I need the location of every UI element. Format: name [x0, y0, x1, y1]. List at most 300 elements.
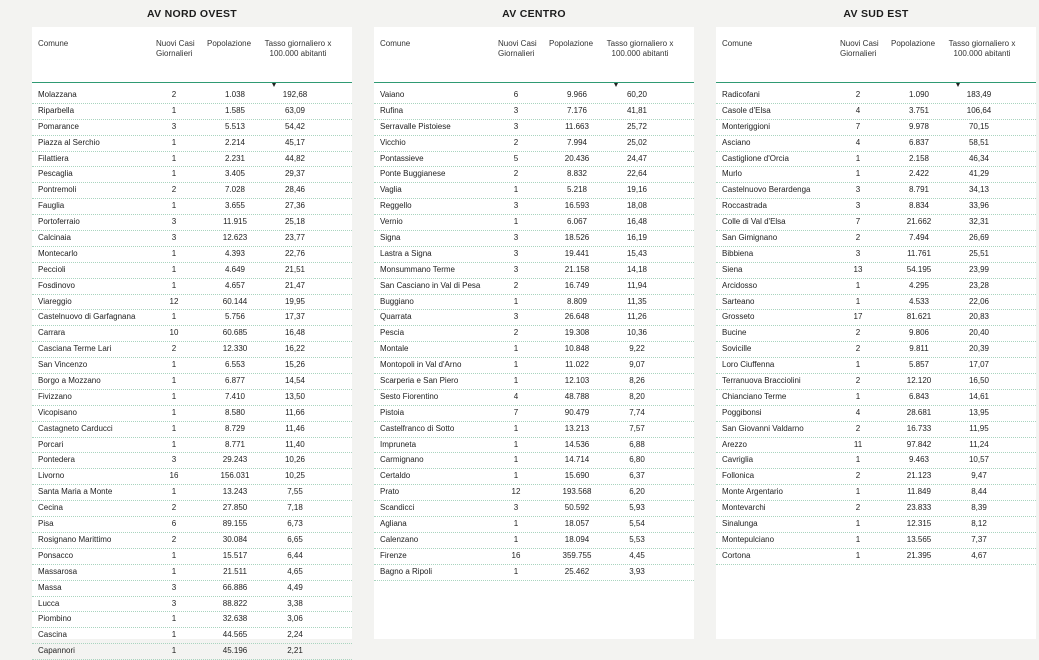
table-row — [32, 263, 352, 279]
cell-comune: Terranuova Bracciolini — [722, 376, 801, 386]
panel-title: AV SUD EST — [843, 8, 909, 20]
table-row — [32, 183, 352, 199]
cell-tasso: 11,26 — [627, 312, 647, 322]
cell-nuovi-casi: 2 — [171, 534, 177, 544]
cell-popolazione: 15.517 — [222, 550, 248, 560]
cell-comune: Firenze — [380, 550, 407, 560]
header-divider — [374, 82, 694, 83]
cell-popolazione: 5.218 — [566, 185, 588, 195]
cell-comune: Borgo a Mozzano — [38, 376, 101, 386]
cell-nuovi-casi: 1 — [171, 248, 177, 258]
cell-nuovi-casi: 1 — [171, 105, 177, 115]
cell-popolazione: 5.756 — [224, 312, 246, 322]
cell-popolazione: 16.749 — [564, 280, 590, 290]
cell-comune: Pontassieve — [380, 153, 424, 163]
cell-tasso: 15,26 — [284, 360, 306, 370]
header-popolazione: Popolazione — [207, 39, 252, 48]
cell-tasso: 4,65 — [287, 566, 303, 576]
cell-popolazione: 13.243 — [222, 487, 248, 497]
table-row — [32, 517, 352, 533]
cell-comune: Castiglione d'Orcia — [722, 153, 789, 163]
cell-tasso: 3,38 — [287, 598, 303, 608]
cell-popolazione: 5.857 — [908, 360, 930, 370]
cell-popolazione: 48.788 — [564, 391, 590, 401]
header-comune: Comune — [38, 39, 69, 48]
cell-nuovi-casi: 16 — [511, 550, 521, 560]
cell-comune: Massarosa — [38, 566, 78, 576]
table-row — [32, 374, 352, 390]
cell-tasso: 41,81 — [626, 105, 648, 115]
cell-tasso: 14,18 — [626, 264, 648, 274]
cell-tasso: 11,24 — [969, 439, 989, 449]
cell-popolazione: 359.755 — [562, 550, 592, 560]
cell-popolazione: 11.663 — [565, 121, 589, 131]
table-sheet — [32, 27, 352, 656]
cell-comune: Carmignano — [380, 455, 424, 465]
cell-tasso: 46,34 — [968, 153, 990, 163]
cell-comune: Cascina — [38, 630, 67, 640]
cell-nuovi-casi: 1 — [855, 455, 861, 465]
cell-tasso: 58,51 — [968, 137, 990, 147]
cell-popolazione: 3.751 — [908, 105, 930, 115]
cell-nuovi-casi: 1 — [171, 280, 177, 290]
header-divider — [32, 82, 352, 83]
cell-nuovi-casi: 1 — [855, 487, 861, 497]
cell-comune: San Vincenzo — [38, 360, 88, 370]
cell-comune: Livorno — [38, 471, 65, 481]
table-row — [374, 215, 694, 231]
cell-popolazione: 7.410 — [224, 391, 246, 401]
cell-popolazione: 8.809 — [566, 296, 588, 306]
table-row — [32, 104, 352, 120]
cell-tasso: 11,46 — [285, 423, 305, 433]
cell-popolazione: 23.833 — [906, 503, 932, 513]
cell-comune: Loro Ciuffenna — [722, 360, 775, 370]
cell-nuovi-casi: 4 — [513, 391, 519, 401]
cell-nuovi-casi: 1 — [171, 439, 177, 449]
cell-comune: Portoferraio — [38, 217, 80, 227]
table-row — [32, 612, 352, 628]
cell-comune: Scarperia e San Piero — [380, 376, 459, 386]
cell-popolazione: 27.850 — [222, 503, 248, 513]
cell-nuovi-casi: 1 — [171, 169, 177, 179]
cell-tasso: 7,74 — [629, 407, 645, 417]
sort-desc-icon[interactable] — [272, 83, 276, 87]
table-row — [32, 485, 352, 501]
cell-tasso: 21,47 — [284, 280, 306, 290]
cell-tasso: 26,69 — [968, 233, 990, 243]
cell-tasso: 8,12 — [971, 519, 987, 529]
cell-comune: Casciana Terme Lari — [38, 344, 112, 354]
cell-comune: Serravalle Pistoiese — [380, 121, 451, 131]
cell-nuovi-casi: 1 — [513, 455, 519, 465]
cell-tasso: 10,57 — [968, 455, 990, 465]
cell-comune: Riparbella — [38, 105, 75, 115]
cell-comune: Vaiano — [380, 90, 405, 99]
cell-popolazione: 11.022 — [565, 360, 589, 370]
cell-popolazione: 89.155 — [222, 519, 248, 529]
table-row — [716, 88, 1036, 104]
cell-comune: Pontremoli — [38, 185, 77, 195]
cell-nuovi-casi: 2 — [513, 280, 519, 290]
cell-comune: Calenzano — [380, 534, 419, 544]
table-row — [716, 517, 1036, 533]
cell-tasso: 10,25 — [284, 471, 306, 481]
cell-tasso: 7,57 — [629, 423, 645, 433]
cell-comune: Vicchio — [380, 137, 406, 147]
cell-comune: Castelnuovo Berardenga — [722, 185, 811, 195]
cell-comune: Porcari — [38, 439, 64, 449]
cell-popolazione: 6.837 — [908, 137, 930, 147]
cell-comune: Agliana — [380, 519, 407, 529]
cell-comune: San Giovanni Valdarno — [722, 423, 804, 433]
cell-nuovi-casi: 1 — [171, 566, 177, 576]
cell-comune: Santa Maria a Monte — [38, 487, 113, 497]
cell-popolazione: 8.729 — [224, 423, 246, 433]
cell-tasso: 16,50 — [968, 376, 990, 386]
table-row — [374, 485, 694, 501]
table-row — [374, 263, 694, 279]
cell-comune: Signa — [380, 233, 401, 243]
cell-popolazione: 21.123 — [906, 471, 932, 481]
cell-nuovi-casi: 2 — [171, 503, 177, 513]
cell-comune: Certaldo — [380, 471, 411, 481]
table-row — [716, 247, 1036, 263]
cell-popolazione: 10.848 — [564, 344, 590, 354]
cell-nuovi-casi: 3 — [513, 503, 519, 513]
cell-popolazione: 20.436 — [564, 153, 590, 163]
cell-comune: Cortona — [722, 550, 751, 560]
cell-comune: Peccioli — [38, 264, 66, 274]
cell-tasso: 16,48 — [626, 217, 648, 227]
cell-nuovi-casi: 2 — [855, 471, 861, 481]
cell-nuovi-casi: 2 — [855, 503, 861, 513]
cell-nuovi-casi: 6 — [171, 519, 177, 529]
cell-comune: Filattiera — [38, 153, 69, 163]
cell-tasso: 5,93 — [629, 503, 645, 513]
cell-popolazione: 1.585 — [224, 105, 246, 115]
cell-nuovi-casi: 2 — [171, 90, 177, 99]
table-row — [716, 406, 1036, 422]
cell-comune: Pontedera — [38, 455, 75, 465]
cell-nuovi-casi: 13 — [853, 264, 863, 274]
cell-comune: Reggello — [380, 201, 412, 211]
cell-popolazione: 11.915 — [223, 217, 247, 227]
cell-nuovi-casi: 3 — [513, 312, 519, 322]
table-row — [716, 358, 1036, 374]
cell-nuovi-casi: 1 — [171, 646, 177, 656]
cell-comune: Quarrata — [380, 312, 412, 322]
table-row — [32, 533, 352, 549]
table-row — [374, 406, 694, 422]
cell-tasso: 8,39 — [971, 503, 987, 513]
cell-nuovi-casi: 11 — [853, 439, 863, 449]
table-row — [374, 326, 694, 342]
cell-tasso: 22,06 — [968, 296, 990, 306]
table-row — [716, 310, 1036, 326]
cell-tasso: 3,06 — [287, 614, 303, 624]
cell-tasso: 19,95 — [284, 296, 306, 306]
cell-tasso: 6,65 — [287, 534, 303, 544]
cell-tasso: 33,96 — [968, 201, 990, 211]
cell-popolazione: 15.690 — [564, 471, 590, 481]
cell-nuovi-casi: 1 — [513, 296, 519, 306]
table-row — [32, 167, 352, 183]
cell-nuovi-casi: 2 — [513, 137, 519, 147]
cell-popolazione: 14.536 — [564, 439, 590, 449]
table-row — [716, 501, 1036, 517]
cell-tasso: 11,35 — [627, 296, 647, 306]
cell-popolazione: 16.733 — [906, 423, 932, 433]
cell-popolazione: 81.621 — [906, 312, 932, 322]
table-row — [374, 438, 694, 454]
cell-comune: Pistoia — [380, 407, 405, 417]
cell-tasso: 34,13 — [968, 185, 990, 195]
cell-comune: Prato — [380, 487, 400, 497]
cell-popolazione: 4.295 — [908, 280, 930, 290]
cell-nuovi-casi: 3 — [513, 121, 519, 131]
cell-tasso: 17,37 — [284, 312, 306, 322]
table-row — [716, 231, 1036, 247]
cell-popolazione: 2.158 — [908, 153, 930, 163]
cell-popolazione: 8.832 — [566, 169, 588, 179]
cell-popolazione: 54.195 — [906, 264, 932, 274]
cell-popolazione: 12.120 — [906, 376, 932, 386]
cell-tasso: 6,20 — [629, 487, 645, 497]
table-row — [716, 215, 1036, 231]
cell-popolazione: 7.028 — [224, 185, 246, 195]
cell-comune: Sesto Fiorentino — [380, 391, 439, 401]
table-row — [32, 215, 352, 231]
cell-tasso: 70,15 — [968, 121, 990, 131]
cell-comune: Radicofani — [722, 90, 760, 99]
table-row — [374, 104, 694, 120]
table-sheet — [716, 27, 1036, 639]
table-row — [374, 279, 694, 295]
cell-nuovi-casi: 2 — [855, 90, 861, 99]
table-row — [716, 438, 1036, 454]
header-tasso[interactable]: Tasso giornaliero x 100.000 abitanti — [948, 39, 1016, 58]
table-row — [32, 422, 352, 438]
panel-title: AV CENTRO — [502, 8, 566, 20]
cell-tasso: 22,76 — [284, 248, 306, 258]
cell-tasso: 45,17 — [284, 137, 306, 147]
sort-desc-icon[interactable] — [956, 83, 960, 87]
cell-tasso: 60,20 — [626, 90, 648, 99]
cell-tasso: 13,95 — [968, 407, 990, 417]
cell-comune: Montale — [380, 344, 409, 354]
cell-popolazione: 60.685 — [222, 328, 248, 338]
cell-comune: Poggibonsi — [722, 407, 762, 417]
cell-nuovi-casi: 4 — [855, 137, 861, 147]
cell-nuovi-casi: 1 — [855, 391, 861, 401]
cell-tasso: 8,44 — [971, 487, 987, 497]
cell-tasso: 63,09 — [284, 105, 306, 115]
cell-tasso: 8,20 — [629, 391, 645, 401]
cell-tasso: 20,83 — [968, 312, 990, 322]
cell-tasso: 5,54 — [629, 519, 645, 529]
cell-tasso: 24,47 — [626, 153, 648, 163]
cell-tasso: 11,66 — [285, 407, 305, 417]
cell-tasso: 8,26 — [629, 376, 645, 386]
table-row — [374, 199, 694, 215]
cell-nuovi-casi: 3 — [513, 233, 519, 243]
cell-popolazione: 11.849 — [907, 487, 931, 497]
cell-popolazione: 19.308 — [564, 328, 590, 338]
table-row — [716, 295, 1036, 311]
cell-comune: Bagno a Ripoli — [380, 566, 433, 576]
cell-tasso: 16,22 — [284, 344, 306, 354]
table-row — [716, 167, 1036, 183]
cell-comune: Fauglia — [38, 201, 65, 211]
cell-popolazione: 3.405 — [224, 169, 246, 179]
cell-nuovi-casi: 1 — [513, 534, 519, 544]
cell-comune: Piazza al Serchio — [38, 137, 100, 147]
cell-comune: Viareggio — [38, 296, 72, 306]
table-row — [32, 231, 352, 247]
cell-tasso: 22,64 — [626, 169, 648, 179]
cell-tasso: 4,45 — [629, 550, 645, 560]
cell-comune: Castelnuovo di Garfagnana — [38, 312, 136, 322]
table-row — [32, 406, 352, 422]
table-row — [716, 263, 1036, 279]
table-row — [374, 390, 694, 406]
cell-popolazione: 21.395 — [906, 550, 932, 560]
cell-popolazione: 6.877 — [224, 376, 246, 386]
cell-nuovi-casi: 1 — [171, 360, 177, 370]
table-row — [32, 136, 352, 152]
cell-popolazione: 66.886 — [222, 582, 248, 592]
cell-tasso: 13,50 — [284, 391, 306, 401]
cell-nuovi-casi: 4 — [855, 105, 861, 115]
cell-tasso: 54,42 — [284, 121, 306, 131]
table-body — [374, 88, 694, 581]
cell-tasso: 25,72 — [626, 121, 648, 131]
table-row — [716, 485, 1036, 501]
cell-tasso: 3,93 — [629, 566, 645, 576]
cell-tasso: 7,55 — [287, 487, 303, 497]
table-row — [374, 565, 694, 581]
cell-comune: Rufina — [380, 105, 404, 115]
cell-nuovi-casi: 1 — [513, 344, 519, 354]
cell-popolazione: 12.103 — [564, 376, 590, 386]
header-nuovi-casi: Nuovi Casi Giornalieri — [498, 39, 537, 58]
cell-popolazione: 2.231 — [224, 153, 246, 163]
cell-comune: Grosseto — [722, 312, 755, 322]
table-row — [716, 533, 1036, 549]
cell-tasso: 6,80 — [629, 455, 645, 465]
table-row — [32, 453, 352, 469]
header-tasso[interactable]: Tasso giornaliero x 100.000 abitanti — [606, 39, 674, 58]
cell-nuovi-casi: 1 — [855, 280, 861, 290]
cell-tasso: 11,40 — [285, 439, 305, 449]
cell-nuovi-casi: 3 — [513, 201, 519, 211]
cell-tasso: 27,36 — [284, 201, 306, 211]
cell-comune: Montepulciano — [722, 534, 775, 544]
cell-nuovi-casi: 1 — [171, 201, 177, 211]
cell-tasso: 9,22 — [629, 344, 645, 354]
cell-nuovi-casi: 3 — [171, 233, 177, 243]
table-row — [374, 183, 694, 199]
cell-nuovi-casi: 2 — [513, 328, 519, 338]
cell-nuovi-casi: 1 — [855, 550, 861, 560]
cell-comune: Impruneta — [380, 439, 417, 449]
cell-popolazione: 45.196 — [222, 646, 248, 656]
table-row — [716, 183, 1036, 199]
cell-nuovi-casi: 1 — [513, 471, 519, 481]
panel-title: AV NORD OVEST — [146, 8, 238, 20]
cell-tasso: 20,40 — [968, 328, 990, 338]
cell-comune: Fivizzano — [38, 391, 72, 401]
cell-popolazione: 8.580 — [224, 407, 246, 417]
table-row — [32, 247, 352, 263]
table-row — [32, 326, 352, 342]
cell-popolazione: 12.330 — [222, 344, 248, 354]
cell-comune: Vernio — [380, 217, 403, 227]
cell-popolazione: 6.843 — [908, 391, 930, 401]
cell-nuovi-casi: 3 — [171, 582, 177, 592]
table-row — [32, 342, 352, 358]
cell-popolazione: 5.513 — [224, 121, 246, 131]
table-row — [716, 120, 1036, 136]
cell-popolazione: 32.638 — [222, 614, 248, 624]
cell-popolazione: 18.526 — [564, 233, 590, 243]
cell-tasso: 9,47 — [971, 471, 987, 481]
cell-tasso: 19,16 — [626, 185, 648, 195]
cell-popolazione: 21.662 — [906, 217, 932, 227]
header-tasso[interactable]: Tasso giornaliero x 100.000 abitanti — [264, 39, 332, 58]
header-divider — [716, 82, 1036, 83]
cell-popolazione: 156.031 — [220, 471, 250, 481]
table-row — [716, 549, 1036, 565]
header-nuovi-casi: Nuovi Casi Giornalieri — [156, 39, 195, 58]
cell-tasso: 7,18 — [287, 503, 303, 513]
cell-tasso: 17,07 — [968, 360, 990, 370]
table-row — [32, 295, 352, 311]
cell-comune: San Gimignano — [722, 233, 778, 243]
cell-nuovi-casi: 1 — [513, 376, 519, 386]
cell-tasso: 16,48 — [284, 328, 306, 338]
cell-popolazione: 18.094 — [564, 534, 590, 544]
cell-tasso: 25,02 — [626, 137, 648, 147]
cell-tasso: 44,82 — [284, 153, 306, 163]
cell-tasso: 25,18 — [284, 217, 306, 227]
cell-nuovi-casi: 1 — [513, 185, 519, 195]
table-row — [374, 167, 694, 183]
cell-nuovi-casi: 2 — [855, 344, 861, 354]
sort-desc-icon[interactable] — [614, 83, 618, 87]
cell-popolazione: 13.565 — [906, 534, 932, 544]
table-sheet — [374, 27, 694, 639]
cell-popolazione: 9.463 — [908, 455, 930, 465]
cell-nuovi-casi: 3 — [855, 201, 861, 211]
cell-popolazione: 30.084 — [222, 534, 248, 544]
cell-tasso: 41,29 — [968, 169, 990, 179]
cell-popolazione: 88.822 — [222, 598, 248, 608]
cell-tasso: 6,44 — [287, 550, 303, 560]
table-row — [716, 199, 1036, 215]
cell-nuovi-casi: 3 — [855, 248, 861, 258]
cell-comune: San Casciano in Val di Pesa — [380, 280, 481, 290]
cell-nuovi-casi: 3 — [171, 455, 177, 465]
cell-popolazione: 4.533 — [908, 296, 930, 306]
cell-popolazione: 14.714 — [564, 455, 590, 465]
cell-nuovi-casi: 2 — [855, 376, 861, 386]
cell-comune: Massa — [38, 582, 62, 592]
table-row — [32, 120, 352, 136]
cell-popolazione: 7.176 — [566, 105, 588, 115]
cell-tasso: 4,67 — [971, 550, 987, 560]
